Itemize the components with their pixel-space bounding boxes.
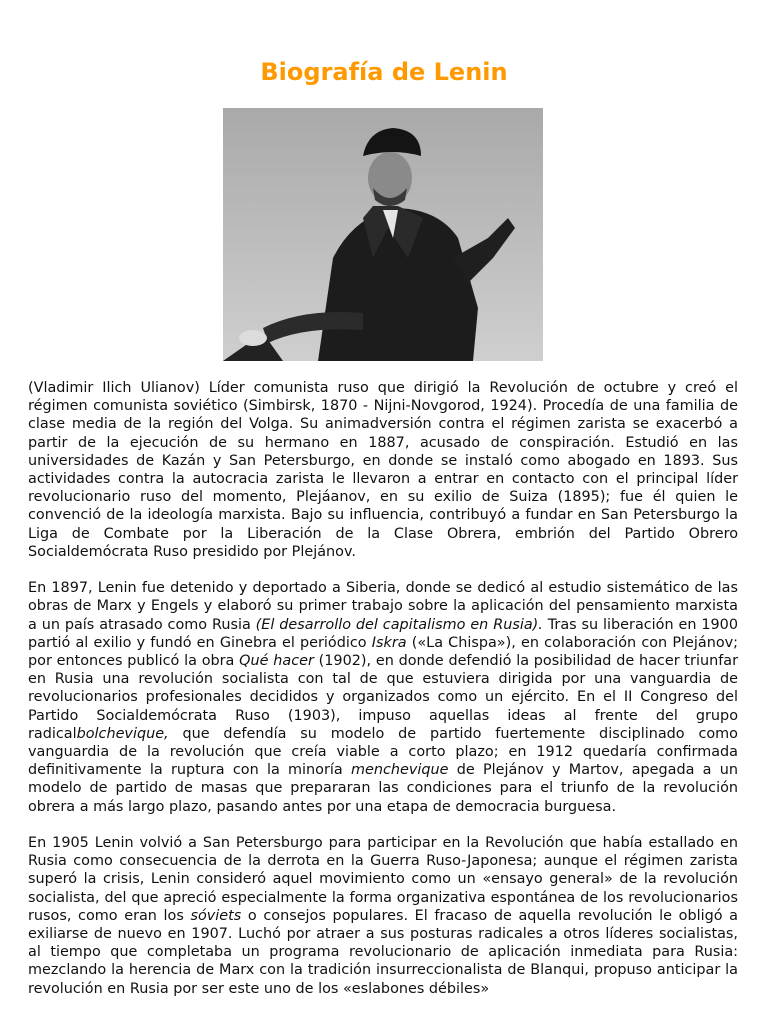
text-run: («La Chispa»), en colaboración con Plejánov; por entonces publicó la obra	[28, 634, 738, 670]
italic-text-run: Iskra	[371, 634, 407, 651]
italic-text-run: Qué hacer	[239, 653, 314, 670]
italic-text-run: sóviets	[190, 907, 242, 924]
text-run: En 1897, Lenin fue detenido y deportado a Siberia, donde se dedicó al estudio sistemático de las obras de Marx y Engels y elaboró su primer trabajo sobre la aplicación del pensamiento marxista a un país atrasado como Rusia	[28, 580, 738, 633]
italic-text-run: menchevique	[350, 762, 449, 779]
article-body	[28, 379, 738, 1016]
italic-text-run: (El desarrollo del capitalismo en Rusia).	[255, 616, 543, 633]
text-run: (Vladimir Ilich Ulianov) Líder comunista ruso que dirigió la Revolución de octubre y creó el régimen comunista soviético (Simbirsk, 1870 - Nijni-Novgorod, 1924). Procedía de una familia de clase media de la región del Volga. Su animadversión contra el régimen zarista se exacerbó a partir de la ejecución de su hermano en 1887, acusado de conspiración. Estudió en las universidades de Kazán y San Petersburgo, en donde se instaló como abogado en 1893. Sus actividades contra la autocracia zarista le llevaron a entrar en contacto con el principal líder revolucionario ruso del momento, Plejáanov, en su exilio de Suiza (1895); fue él quien le convenció de la ideología marxista. Bajo su influencia, contribuyó a fundar en San Petersburgo la Liga de Combate por la Liberación de la Clase Obrera, embrión del Partido Obrero Socialdemócrata Ruso presidido por Plejánov.	[28, 380, 738, 560]
page-title: Biografía de Lenin	[260, 58, 508, 86]
lenin-portrait-photo	[223, 108, 543, 361]
text-run: de Plejánov y Martov, apegada a un modelo de partido de masas que prepararan las condiciones para el triunfo de la revolución obrera a más largo plazo, pasando antes por una etapa de democracia burguesa.	[28, 762, 738, 815]
text-run: que defendía su modelo de partido fuertemente disciplinado como vanguardia de la revolución que creía viable a corto plazo; en 1912 quedaría confirmada definitivamente la ruptura con la minoría	[28, 725, 738, 779]
text-run: En 1905 Lenin volvió a San Petersburgo para participar en la Revolución que había estallado en Rusia como consecuencia de la derrota en la Guerra Ruso-Japonesa; aunque el régimen zarista superó la crisis, Lenin consideró aquel movimiento como un «ensayo general» de la revolución socialista, del que apreció especialmente la forma organizativa espontánea de los revolucionarios rusos, como eran los	[28, 835, 738, 924]
portrait-photo-icon	[223, 108, 543, 361]
article-paragraph	[28, 579, 738, 816]
italic-text-run: bolchevique,	[76, 725, 169, 742]
text-run: o consejos populares. El fracaso de aquella revolución le obligó a exiliarse de nuevo en 1907. Luchó por atraer a sus posturas radicales a otros líderes socialistas, al tiempo que completaba un programa revolucionario de aplicación inmediata para Rusia: mezclando la herencia de Marx con la tradición insurreccionalista de Blanqui, propuso anticipar la revolución en Rusia por ser este uno de los «eslabones débiles»	[28, 907, 738, 997]
article-paragraph	[28, 379, 738, 561]
text-run: (1902), en donde defendió la posibilidad de hacer triunfar en Rusia una revolución socialista con tal de que estuviera dirigida por una vanguardia de revolucionarios profesionales decididos y organizados como un ejército. En el II Congreso del Partido Socialdemócrata Ruso (1903), impuso aquellas ideas al frente del grupo radical	[28, 653, 738, 742]
text-run: Tras su liberación en 1900 partió al exilio y fundó en Ginebra el periódico	[28, 616, 738, 651]
article-paragraph	[28, 834, 738, 998]
